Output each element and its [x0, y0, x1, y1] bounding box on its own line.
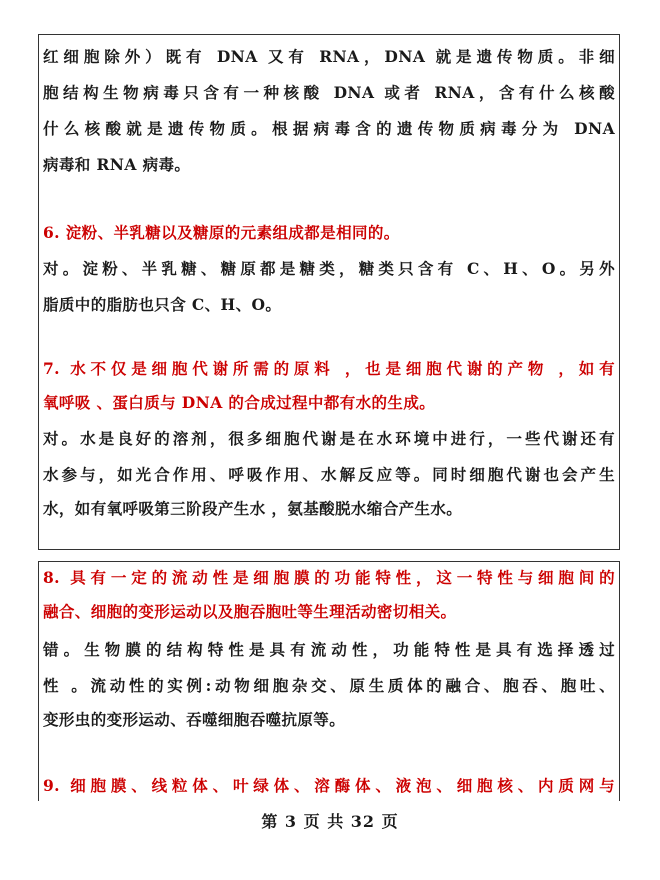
question-7-line: 7. 水不仅是细胞代谢所需的原料 ，也是细胞代谢的产物 ，如有 [43, 359, 615, 378]
intro-line: 什么核酸就是遗传物质。根据病毒含的遗传物质病毒分为 DNA [43, 119, 615, 138]
intro-line: 红细胞除外）既有 DNA 又有 RNA，DNA 就是遗传物质。非细 [43, 47, 615, 66]
answer-6-line: 对。淀粉、半乳糖、糖原都是糖类，糖类只含有 C、H、O。另外 [43, 259, 615, 278]
answer-8-line: 变形虫的变形运动、吞噬细胞吞噬抗原等。 [43, 710, 346, 729]
answer-7-line: 水，如有氧呼吸第三阶段产生水 ，氨基酸脱水缩合产生水。 [43, 499, 463, 518]
question-8-line: 8. 具有一定的流动性是细胞膜的功能特性，这一特性与细胞间的 [43, 568, 615, 587]
answer-8-line: 错。生物膜的结构特性是具有流动性，功能特性是具有选择透过 [43, 640, 615, 659]
answer-6-line: 脂质中的脂肪也只含 C、H、O。 [43, 295, 282, 314]
question-7-line: 氧呼吸 、蛋白质与 DNA 的合成过程中都有水的生成。 [43, 393, 436, 412]
intro-line: 胞结构生物病毒只含有一种核酸 DNA 或者 RNA，含有什么核酸 [43, 83, 615, 102]
page-number: 第 3 页 共 32 页 [261, 812, 399, 831]
intro-line: 病毒和 RNA 病毒。 [43, 155, 191, 174]
question-9-line: 9. 细胞膜、线粒体、叶绿体、溶酶体、液泡、细胞核、内质网与 [43, 776, 615, 795]
answer-7-line: 水参与，如光合作用、呼吸作用、水解反应等。同时细胞代谢也会产生 [43, 465, 615, 484]
answer-panel-2 [38, 561, 620, 801]
answer-panel-1 [38, 34, 620, 550]
question-8-line: 融合、细胞的变形运动以及胞吞胞吐等生理活动密切相关。 [43, 602, 457, 621]
answer-8-line: 性 。流动性的实例:动物细胞杂交、原生质体的融合、胞吞、胞吐、 [43, 676, 615, 695]
question-6: 6. 淀粉、半乳糖以及糖原的元素组成都是相同的。 [43, 223, 400, 242]
answer-7-line: 对。水是良好的溶剂，很多细胞代谢是在水环境中进行，一些代谢还有 [43, 429, 615, 448]
